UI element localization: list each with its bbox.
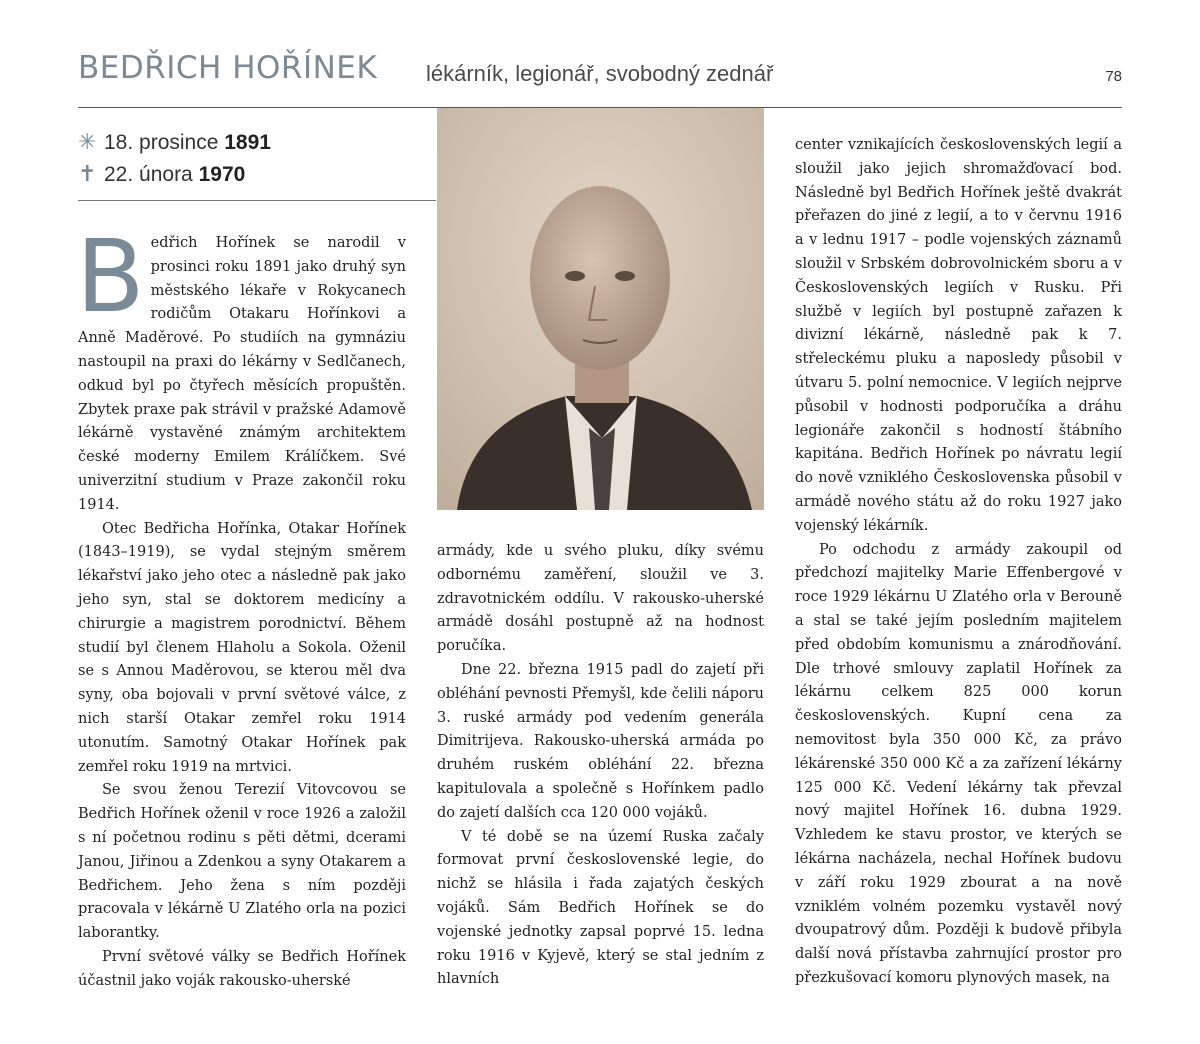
death-day-month: 22. února: [104, 163, 193, 186]
paragraph-8: center vznikajících československých legií a sloužil jako jejich shromažďovací bod. Následně byl Bedřich Hořínek ještě dvakrát přeřazen do jiné z legií, a to v červnu 1916 a v lednu 1917 – podle vojenských záznamů sloužil v Srbském dobrovolnickém sboru a v Československých legiích v Rusku. Při službě v legiích byl postupně zařazen k divizní lékárně, následně pak k 7. střeleckému pluku a naposledy působil v útvaru 5. polní nemocnice. V legiích nejprve působil v hodnosti podporučíka a dráhu legionáře zakončil s hodností štábního kapitána. Bedřich Hořínek po návratu legií do nově vzniklého Československa působil v armádě nového státu až do roku 1927 jako vojenský lékárník.: [795, 137, 1122, 534]
drop-cap: B: [76, 218, 145, 335]
person-roles: lékárník, legionář, svobodný zednář: [426, 61, 774, 86]
paragraph-1: [76, 218, 406, 518]
paragraph-7: V té době se na území Ruska začaly formovat první československé legie, do nichž se hlásila i řada zajatých českých vojáků. Sám Bedřich Hořínek se do vojenské jednotky zapsal poprvé 15. ledna roku 1916 v Kyjevě, který se stal jedním z hlavních: [437, 828, 764, 988]
article-column-1: [76, 218, 406, 994]
dates-rule: [78, 200, 436, 201]
article-column-2: [437, 540, 764, 992]
paragraph-2: Otec Bedřicha Hořínka, Otakar Hořínek (1843–1919), se vydal stejným směrem lékařství jako jeho otec a následně pak jako jeho syn, stal se doktorem medicíny a chirurgie a magistrem porodnictví. Během studií byl členem Hlaholu a Sokola. Oženil se s Annou Maděrovou, se kterou měl dva syny, oba bojovali v první světové válce, z nich starší Otakar zemřel roku 1914 utonutím. Samotný Otakar Hořínek pak zemřel roku 1919 na mrtvici.: [78, 520, 406, 775]
paragraph-4: První světové války se Bedřich Hořínek účastnil jako voják rakousko-uherské: [78, 948, 406, 989]
person-name: BEDŘICH HOŘÍNEK: [78, 50, 378, 86]
death-year: 1970: [198, 163, 246, 186]
asterisk-birth-icon: ✳: [78, 129, 97, 154]
paragraph-1-text: edřich Hořínek se narodil v prosinci roku 1891 jako druhý syn městského lékaře v Rokycanech rodičům Otakaru Hořínkovi a Anně Maděrové. Po studiích na gymnáziu nastoupil na praxi do lékárny v Sedlčanech, odkud byl po čtyřech měsících propuštěn. Zbytek praxe pak strávil v pražské Adamově lékárně vystavěné známým architektem české moderny Emilem Králíčkem. Své univerzitní studium v Praze zakončil roku 1914.: [78, 235, 406, 513]
portrait-photo: [437, 108, 764, 510]
paragraph-9: Po odchodu z armády zakoupil od předchozí majitelky Marie Effenbergové v roce 1929 lékárnu U Zlatého orla v Berouně a stal se také jejím posledním majitelem před obdobím komunismu a znárodňování. Dle trhové smlouvy zaplatil Hořínek za lékárnu celkem 825 000 korun československých. Kupní cena za nemovitost byla 350 000 Kč, za právo lékárenské 350 000 Kč a za zařízení lékárny 125 000 Kč. Vedení lékárny tak převzal nový majitel Hořínek 16. dubna 1929. Vzhledem ke stavu prostor, ve kterých se lékárna nacházela, nechal Hořínek budovu v září roku 1929 zbourat a na nově vzniklém volném pozemku vystavěl nový dvoupatrový dům. Později k budově přibyla další nová přístavba zahrnující prostor pro přezkušovací komoru plynových masek, na: [795, 541, 1122, 986]
page-number: 78: [1105, 68, 1122, 85]
paragraph-3: Se svou ženou Terezií Vitovcovou se Bedřich Hořínek oženil v roce 1926 a založil s ní početnou rodinu s pěti dětmi, dcerami Janou, Jiřinou a Zdenkou a syny Otakarem a Bedřichem. Jeho žena s ním později pracovala v lékárně U Zlatého orla na pozici laborantky.: [78, 782, 406, 942]
birth-day-month: 18. prosince: [104, 131, 219, 154]
birth-date: [78, 126, 436, 158]
birth-year: 1891: [224, 131, 271, 154]
life-dates: [78, 126, 436, 190]
page-header: [78, 50, 1122, 90]
paragraph-5: armády, kde u svého pluku, díky svému odbornému zaměření, sloužil ve 3. zdravotnickém oddílu. V rakousko-uherské armádě dosáhl postupně až na hodnost poručíka.: [437, 543, 764, 655]
article-column-3: [795, 134, 1122, 991]
portrait-photo-icon: [437, 108, 764, 510]
cross-death-icon: ✝: [78, 161, 97, 186]
paragraph-6: Dne 22. března 1915 padl do zajetí při obléhání pevnosti Přemyšl, kde čelili náporu 3. ruské armády pod vedením generála Dimitrijeva. Rakousko-uherská armáda po druhém ruském obléhání 22. března kapitulovala a společně s Hořínkem padlo do zajetí dalších cca 120 000 vojáků.: [437, 661, 764, 821]
death-date: [78, 158, 436, 190]
